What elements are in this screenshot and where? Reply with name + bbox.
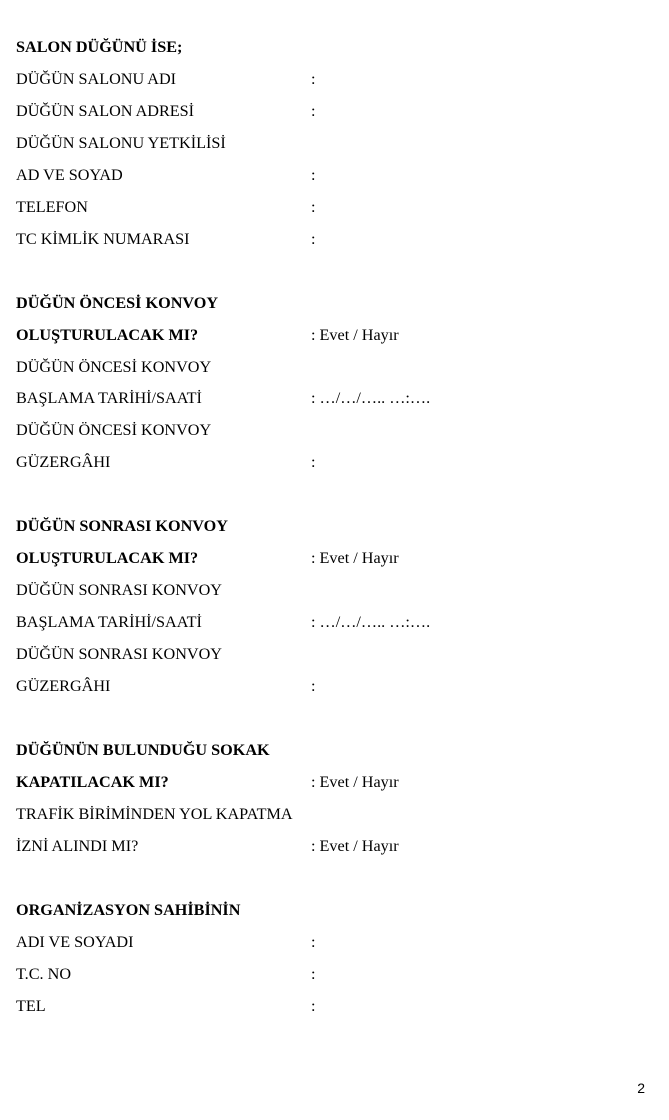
section-heading: DÜĞÜN ÖNCESİ KONVOY: [16, 294, 219, 312]
field-value: :: [311, 70, 316, 88]
field-label: T.C. NO: [16, 965, 72, 983]
field-value: :: [311, 198, 316, 216]
form-line: [16, 579, 656, 601]
section-heading: KAPATILACAK MI?: [16, 773, 169, 791]
form-line: [16, 324, 656, 346]
field-label: DÜĞÜN ÖNCESİ KONVOY: [16, 421, 212, 439]
form-line: [16, 164, 656, 186]
form-line: [16, 771, 656, 793]
field-label: DÜĞÜN SALONU YETKİLİSİ: [16, 134, 226, 152]
field-label: DÜĞÜN ÖNCESİ KONVOY: [16, 358, 212, 376]
form-line: [16, 196, 656, 218]
field-label: ADI VE SOYADI: [16, 933, 134, 951]
section-heading: SALON DÜĞÜNÜ İSE;: [16, 38, 183, 56]
field-value: :: [311, 677, 316, 695]
field-value: :: [311, 230, 316, 248]
field-label: DÜĞÜN SONRASI KONVOY: [16, 581, 222, 599]
field-label: DÜĞÜN SONRASI KONVOY: [16, 645, 222, 663]
field-label: BAŞLAMA TARİHİ/SAATİ: [16, 613, 202, 631]
form-line: [16, 387, 656, 409]
form-line: [16, 547, 656, 569]
section-heading: OLUŞTURULACAK MI?: [16, 549, 199, 567]
field-label: GÜZERGÂHI: [16, 453, 111, 471]
page-number: 2: [637, 1080, 645, 1096]
field-label: DÜĞÜN SALON ADRESİ: [16, 102, 195, 120]
field-value: : Evet / Hayır: [311, 773, 399, 791]
field-label: BAŞLAMA TARİHİ/SAATİ: [16, 389, 202, 407]
form-line: [16, 739, 656, 761]
field-label: TRAFİK BİRİMİNDEN YOL KAPATMA: [16, 805, 293, 823]
form-line: [16, 356, 656, 378]
form-line: [16, 611, 656, 633]
form-line: [16, 36, 656, 58]
form-line: [16, 419, 656, 441]
field-label: GÜZERGÂHI: [16, 677, 111, 695]
field-value: : Evet / Hayır: [311, 549, 399, 567]
field-value: : …/…/….. …:….: [311, 613, 431, 631]
field-value: : Evet / Hayır: [311, 837, 399, 855]
form-line: [16, 675, 656, 697]
form-line: [16, 292, 656, 314]
field-label: TC KİMLİK NUMARASI: [16, 230, 190, 248]
form-line: [16, 643, 656, 665]
form-line: [16, 515, 656, 537]
form-line: [16, 899, 656, 921]
form-line: [16, 68, 656, 90]
form-line: [16, 100, 656, 122]
field-value: :: [311, 102, 316, 120]
field-value: : …/…/….. …:….: [311, 389, 431, 407]
section-heading: DÜĞÜN SONRASI KONVOY: [16, 517, 228, 535]
field-label: TEL: [16, 997, 46, 1015]
form-line: [16, 835, 656, 857]
field-value: :: [311, 453, 316, 471]
field-label: İZNİ ALINDI MI?: [16, 837, 139, 855]
field-label: DÜĞÜN SALONU ADI: [16, 70, 177, 88]
form-line: [16, 451, 656, 473]
section-heading: ORGANİZASYON SAHİBİNİN: [16, 901, 241, 919]
form-line: [16, 931, 656, 953]
field-label: TELEFON: [16, 198, 88, 216]
section-heading: DÜĞÜNÜN BULUNDUĞU SOKAK: [16, 741, 270, 759]
form-line: [16, 963, 656, 985]
form-line: [16, 995, 656, 1017]
field-value: : Evet / Hayır: [311, 326, 399, 344]
form-line: [16, 228, 656, 250]
field-value: :: [311, 997, 316, 1015]
field-value: :: [311, 933, 316, 951]
form-line: [16, 132, 656, 154]
field-label: AD VE SOYAD: [16, 166, 123, 184]
form-line: [16, 803, 656, 825]
section-heading: OLUŞTURULACAK MI?: [16, 326, 199, 344]
field-value: :: [311, 965, 316, 983]
field-value: :: [311, 166, 316, 184]
